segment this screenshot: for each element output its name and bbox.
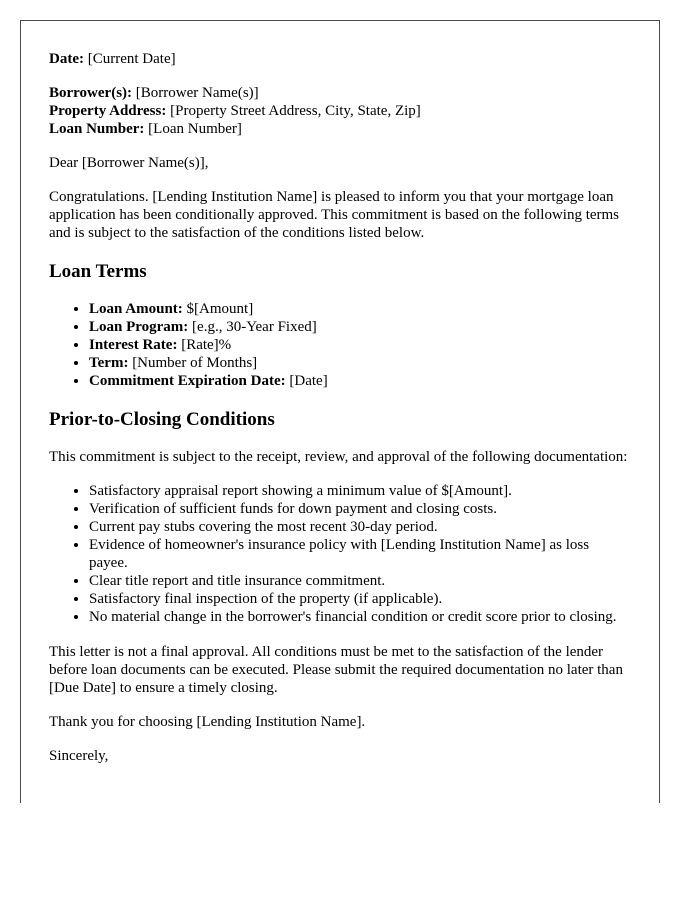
commitment-letter [20, 20, 660, 803]
notice-paragraph: This letter is not a final approval. All conditions must be met to the satisfaction of the lender before loan documents can be executed. Please submit the required documentation no later than [Due Date] to ensure a timely closing. [49, 644, 623, 696]
intro-paragraph: Congratulations. [Lending Institution Name] is pleased to inform you that your mortgage loan application has been conditionally approved. This commitment is based on the following terms and is subject to the satisfaction of the conditions listed below. [49, 189, 620, 241]
thanks-paragraph: Thank you for choosing [Lending Institution Name]. [49, 714, 366, 730]
loan-term-value: [e.g., 30-Year Fixed] [192, 319, 317, 335]
property-address-line [49, 102, 631, 120]
loan-term-value: [Rate]% [181, 337, 232, 353]
conditions-list [49, 482, 631, 626]
loan-number-line [49, 120, 631, 138]
loan-term-label: Commitment Expiration Date: [89, 373, 286, 389]
property-address-label: Property Address: [49, 103, 167, 119]
conditions-heading: Prior-to-Closing Conditions [49, 409, 275, 430]
loan-term-item [89, 300, 631, 318]
borrower-label: Borrower(s): [49, 85, 133, 101]
loan-number-label: Loan Number: [49, 121, 145, 137]
loan-term-value: [Number of Months] [132, 355, 258, 371]
loan-term-item [89, 354, 631, 372]
loan-term-value: [Date] [289, 373, 328, 389]
loan-term-label: Term: [89, 355, 129, 371]
loan-term-label: Loan Program: [89, 319, 189, 335]
loan-term-label: Loan Amount: [89, 301, 183, 317]
loan-term-label: Interest Rate: [89, 337, 178, 353]
borrower-value: [Borrower Name(s)] [135, 85, 259, 101]
condition-item: • Satisfactory final inspection of the property (if applicable). [89, 590, 631, 608]
loan-term-value: $[Amount] [186, 301, 254, 317]
closing: Sincerely, [49, 748, 109, 764]
condition-item: • Evidence of homeowner's insurance policy with [Lending Institution Name] as loss payee. [89, 536, 631, 572]
condition-item: • Current pay stubs covering the most recent 30-day period. [89, 518, 631, 536]
date-label: Date: [49, 51, 84, 67]
property-address-value: [Property Street Address, City, State, Zip] [170, 103, 421, 119]
condition-item: • Clear title report and title insurance commitment. [89, 572, 631, 590]
date-line [49, 50, 631, 68]
borrower-line [49, 84, 631, 102]
loan-terms-heading: Loan Terms [49, 261, 147, 282]
loan-term-item [89, 372, 631, 390]
date-value: [Current Date] [87, 51, 176, 67]
conditions-intro: This commitment is subject to the receipt, review, and approval of the following documentation: [49, 449, 628, 465]
loan-terms-list [49, 300, 631, 390]
loan-term-item [89, 318, 631, 336]
condition-item: • No material change in the borrower's financial condition or credit score prior to closing. [89, 608, 631, 626]
loan-header-block [49, 84, 631, 138]
loan-number-value: [Loan Number] [148, 121, 242, 137]
salutation: Dear [Borrower Name(s)], [49, 155, 209, 171]
condition-item: • Satisfactory appraisal report showing a minimum value of $[Amount]. [89, 482, 631, 500]
condition-item: • Verification of sufficient funds for down payment and closing costs. [89, 500, 631, 518]
loan-term-item [89, 336, 631, 354]
